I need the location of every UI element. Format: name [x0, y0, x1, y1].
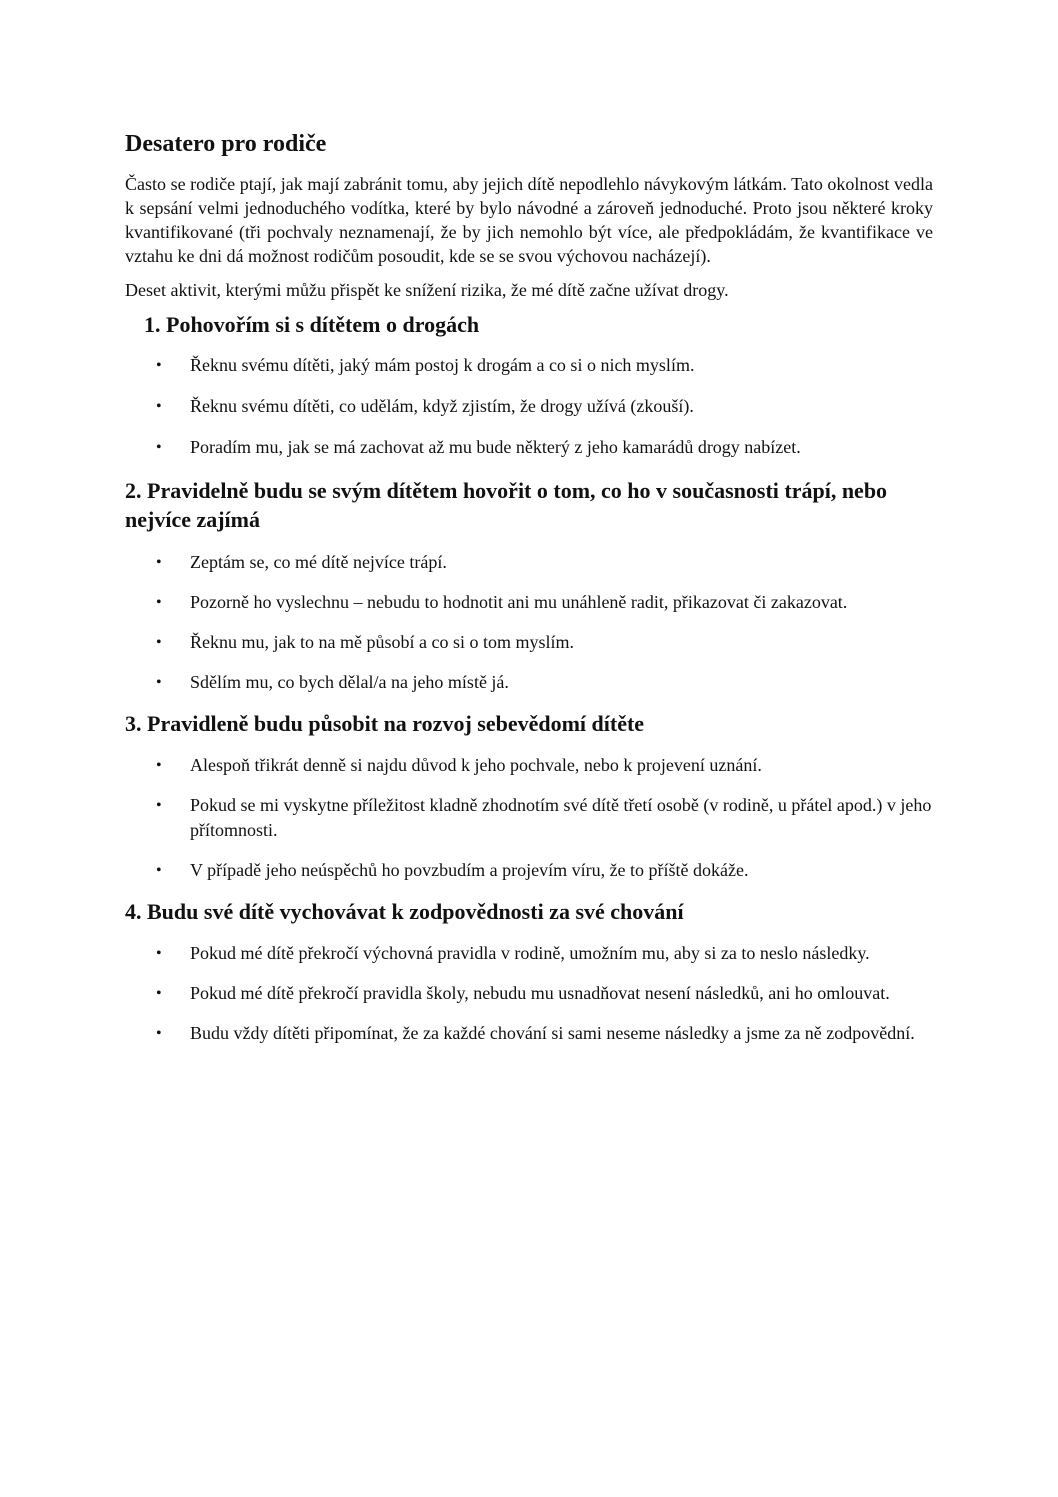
bullet-icon: •: [156, 594, 162, 611]
bullet-icon: •: [156, 862, 162, 879]
list-item: [125, 981, 933, 1006]
bullet-icon: •: [156, 554, 162, 571]
list-item: [125, 753, 933, 778]
list-item-text: Pokud mé dítě překročí výchovná pravidla v rodině, umožním mu, aby si za to neslo následky.: [190, 943, 870, 963]
bullet-icon: •: [156, 797, 162, 814]
section-3: [125, 709, 933, 883]
list-item: [125, 670, 933, 695]
list-item: [125, 550, 933, 575]
bullet-icon: •: [156, 1025, 162, 1042]
bullet-list: [125, 753, 933, 883]
bullet-icon: •: [156, 398, 162, 415]
section-heading: 3. Pravidleně budu působit na rozvoj sebevědomí dítěte: [125, 711, 645, 736]
bullet-list: [125, 353, 933, 460]
section-2: [125, 476, 933, 695]
bullet-list: [125, 550, 933, 695]
intro-paragraph: Často se rodiče ptají, jak mají zabránit tomu, aby jejich dítě nepodlehlo návykovým látkám. Tato okolnost vedla k sepsání velmi jednoduchého vodítka, které by bylo návodné a zároveň jednoduché. Proto jsou některé kroky kvantifikované (tři pochvaly neznamenají, že by jich nemohlo být více, ale předpokládám, že kvantifikace ve vztahu ke dni dá možnost rodičům posoudit, kde se se svou výchovou nacházejí).: [125, 174, 933, 266]
section-1: [125, 310, 933, 460]
section-heading: 2. Pravidelně budu se svým dítětem hovořit o tom, co ho v současnosti trápí, nebo nejvíce zajímá: [125, 478, 888, 532]
list-item: [125, 630, 933, 655]
list-item-text: Zeptám se, co mé dítě nejvíce trápí.: [190, 552, 447, 572]
bullet-icon: •: [156, 674, 162, 691]
list-item-text: V případě jeho neúspěchů ho povzbudím a projevím víru, že to příště dokáže.: [190, 860, 749, 880]
list-item-text: Řeknu svému dítěti, co udělám, když zjistím, že drogy užívá (zkouší).: [190, 396, 694, 416]
list-item: [125, 1021, 933, 1046]
list-item-text: Pozorně ho vyslechnu – nebudu to hodnotit ani mu unáhleně radit, přikazovat či zakazovat.: [190, 592, 848, 612]
list-item-text: Poradím mu, jak se má zachovat až mu bude některý z jeho kamarádů drogy nabízet.: [190, 437, 801, 457]
list-item: [125, 353, 933, 378]
bullet-list: [125, 941, 933, 1046]
list-item: [125, 435, 933, 460]
list-item-text: Sdělím mu, co bych dělal/a na jeho místě já.: [190, 672, 509, 692]
bullet-icon: •: [156, 945, 162, 962]
section-heading: 1. Pohovořím si s dítětem o drogách: [144, 312, 480, 337]
list-item-text: Alespoň třikrát denně si najdu důvod k jeho pochvale, nebo k projevení uznání.: [190, 755, 762, 775]
bullet-icon: •: [156, 757, 162, 774]
document-title: Desatero pro rodiče: [125, 131, 327, 157]
list-item-text: Pokud mé dítě překročí pravidla školy, nebudu mu usnadňovat nesení následků, ani ho omlouvat.: [190, 983, 890, 1003]
bullet-icon: •: [156, 985, 162, 1002]
bullet-icon: •: [156, 439, 162, 456]
bullet-icon: •: [156, 357, 162, 374]
list-item-text: Řeknu mu, jak to na mě působí a co si o tom myslím.: [190, 632, 574, 652]
list-item-text: Pokud se mi vyskytne příležitost kladně zhodnotím své dítě třetí osobě (v rodině, u přátel apod.) v jeho přítomnosti.: [190, 795, 932, 840]
section-heading: 4. Budu své dítě vychovávat k zodpovědnosti za své chování: [125, 899, 684, 924]
list-item-text: Řeknu svému dítěti, jaký mám postoj k drogám a co si o nich myslím.: [190, 355, 695, 375]
list-item: [125, 394, 933, 419]
list-item: [125, 590, 933, 615]
bullet-icon: •: [156, 634, 162, 651]
list-item-text: Budu vždy dítěti připomínat, že za každé chování si sami neseme následky a jsme za ně zodpovědní.: [190, 1023, 915, 1043]
document-page: [125, 128, 933, 1046]
section-4: [125, 897, 933, 1046]
list-item: [125, 941, 933, 966]
list-item: [125, 858, 933, 883]
lead-paragraph: Deset aktivit, kterými můžu přispět ke snížení rizika, že mé dítě začne užívat drogy.: [125, 280, 729, 300]
list-item: [125, 793, 933, 843]
